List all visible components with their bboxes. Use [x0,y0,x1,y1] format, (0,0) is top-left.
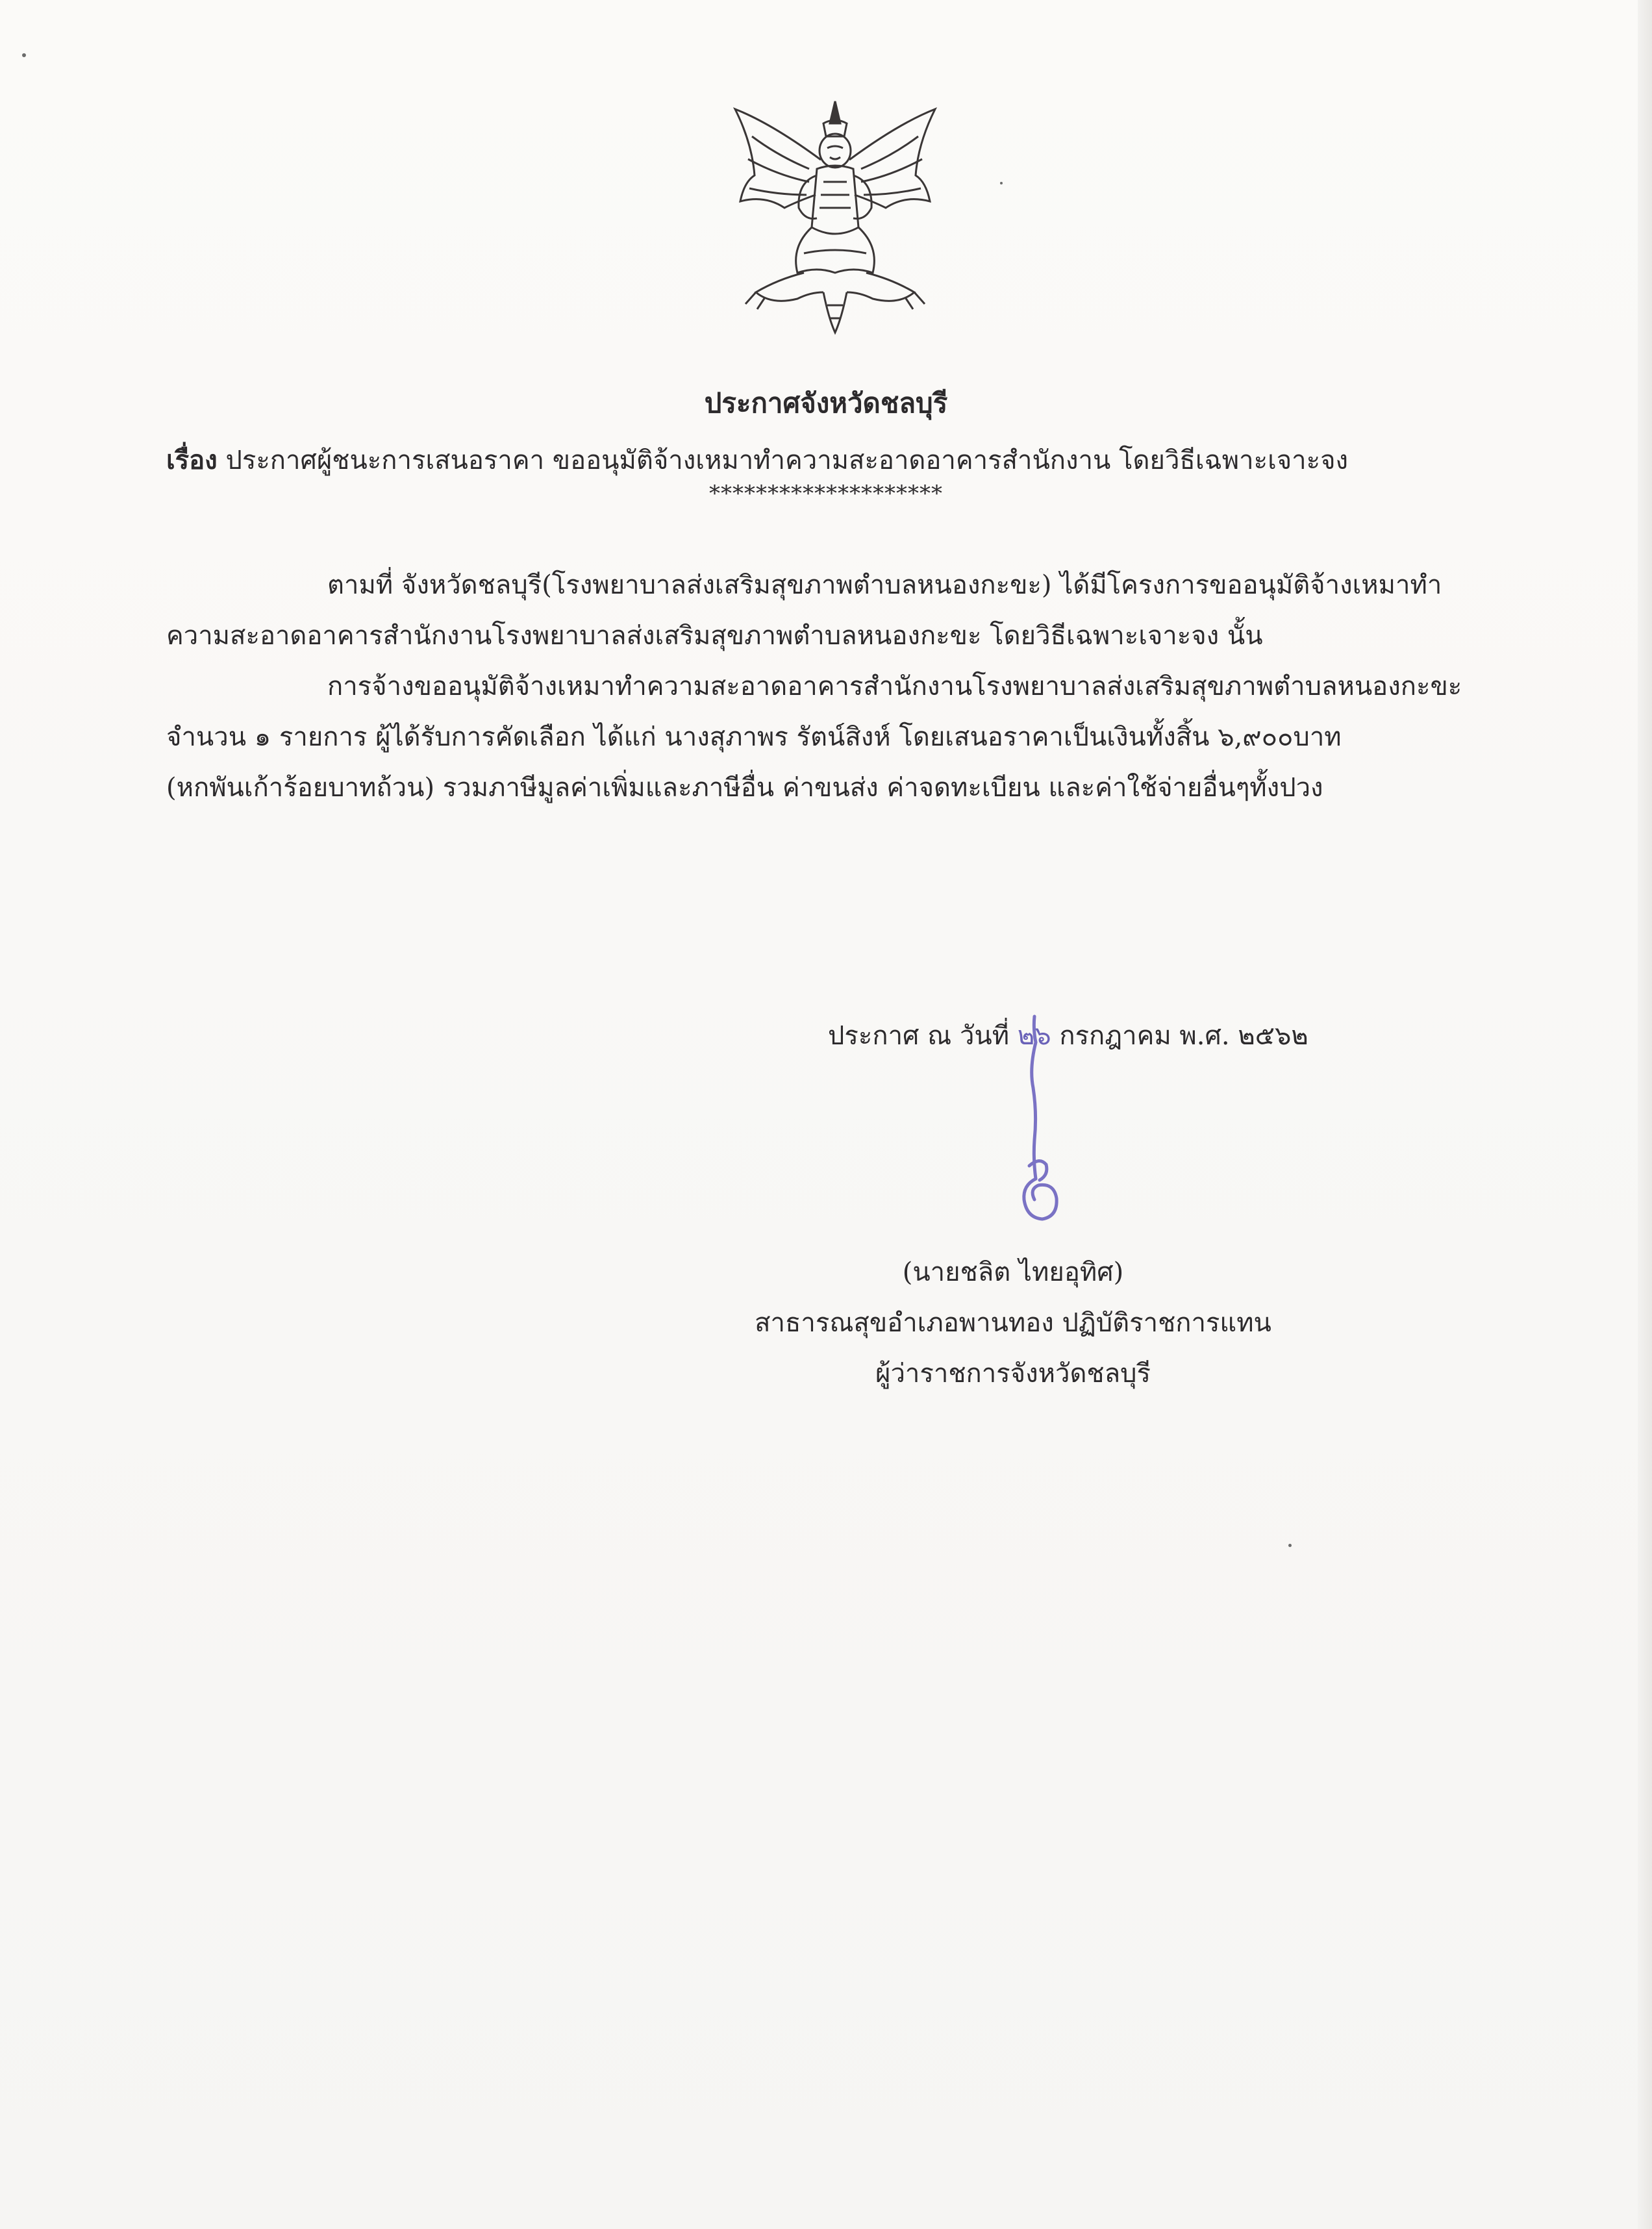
scan-speck [1288,1544,1292,1547]
date-prefix: ประกาศ ณ วันที่ [828,1021,1010,1051]
date-month-year: กรกฎาคม พ.ศ. ๒๕๖๒ [1059,1021,1308,1051]
subject-line [166,439,1348,481]
handwritten-signature [1003,990,1075,1237]
garuda-emblem-icon [726,97,944,338]
signer-title: ผู้ว่าราชการจังหวัดชลบุรี [875,1359,1151,1389]
date-day: ๒๖ [1017,1021,1051,1051]
subject-text: ประกาศผู้ชนะการเสนอราคา ขออนุมัติจ้างเหมาทำความสะอาดอาคารสำนักงาน โดยวิธีเฉพาะเจาะจง [225,446,1349,475]
page-edge-shadow [1638,0,1652,2229]
announcement-title: ประกาศจังหวัดชลบุรี [704,387,948,419]
subject-label: เรื่อง [166,445,218,475]
scan-speck [1000,182,1003,184]
body-paragraph1-line2: ความสะอาดอาคารสำนักงานโรงพยาบาลส่งเสริมสุขภาพตำบลหนองกะขะ โดยวิธีเฉพาะเจาะจง นั้น [166,621,1263,651]
body-paragraph2-line1: การจ้างขออนุมัติจ้างเหมาทำความสะอาดอาคารสำนักงานโรงพยาบาลส่งเสริมสุขภาพตำบลหนองกะขะ [327,672,1462,701]
signer-position: สาธารณสุขอำเภอพานทอง ปฏิบัติราชการแทน [755,1308,1271,1338]
scan-speck [22,53,26,57]
body-paragraph2-line3: (หกพันเก้าร้อยบาทถ้วน) รวมภาษีมูลค่าเพิ่มและภาษีอื่น ค่าขนส่ง ค่าจดทะเบียน และค่าใช้จ่ายอื่นๆทั้งปวง [166,773,1323,803]
body-paragraph2-line2: จำนวน ๑ รายการ ผู้ได้รับการคัดเลือก ได้แก่ นางสุภาพร รัตน์สิงห์ โดยเสนอราคาเป็นเงินทั้งสิ้น ๖,๙๐๐บาท [166,722,1342,752]
separator-asterisks: ******************** [709,481,943,507]
body-paragraph1-line1: ตามที่ จังหวัดชลบุรี(โรงพยาบาลส่งเสริมสุขภาพตำบลหนองกะขะ) ได้มีโครงการขออนุมัติจ้างเหมาทำ [327,570,1442,600]
signer-name: (นายชลิต ไทยอุทิศ) [902,1257,1124,1287]
